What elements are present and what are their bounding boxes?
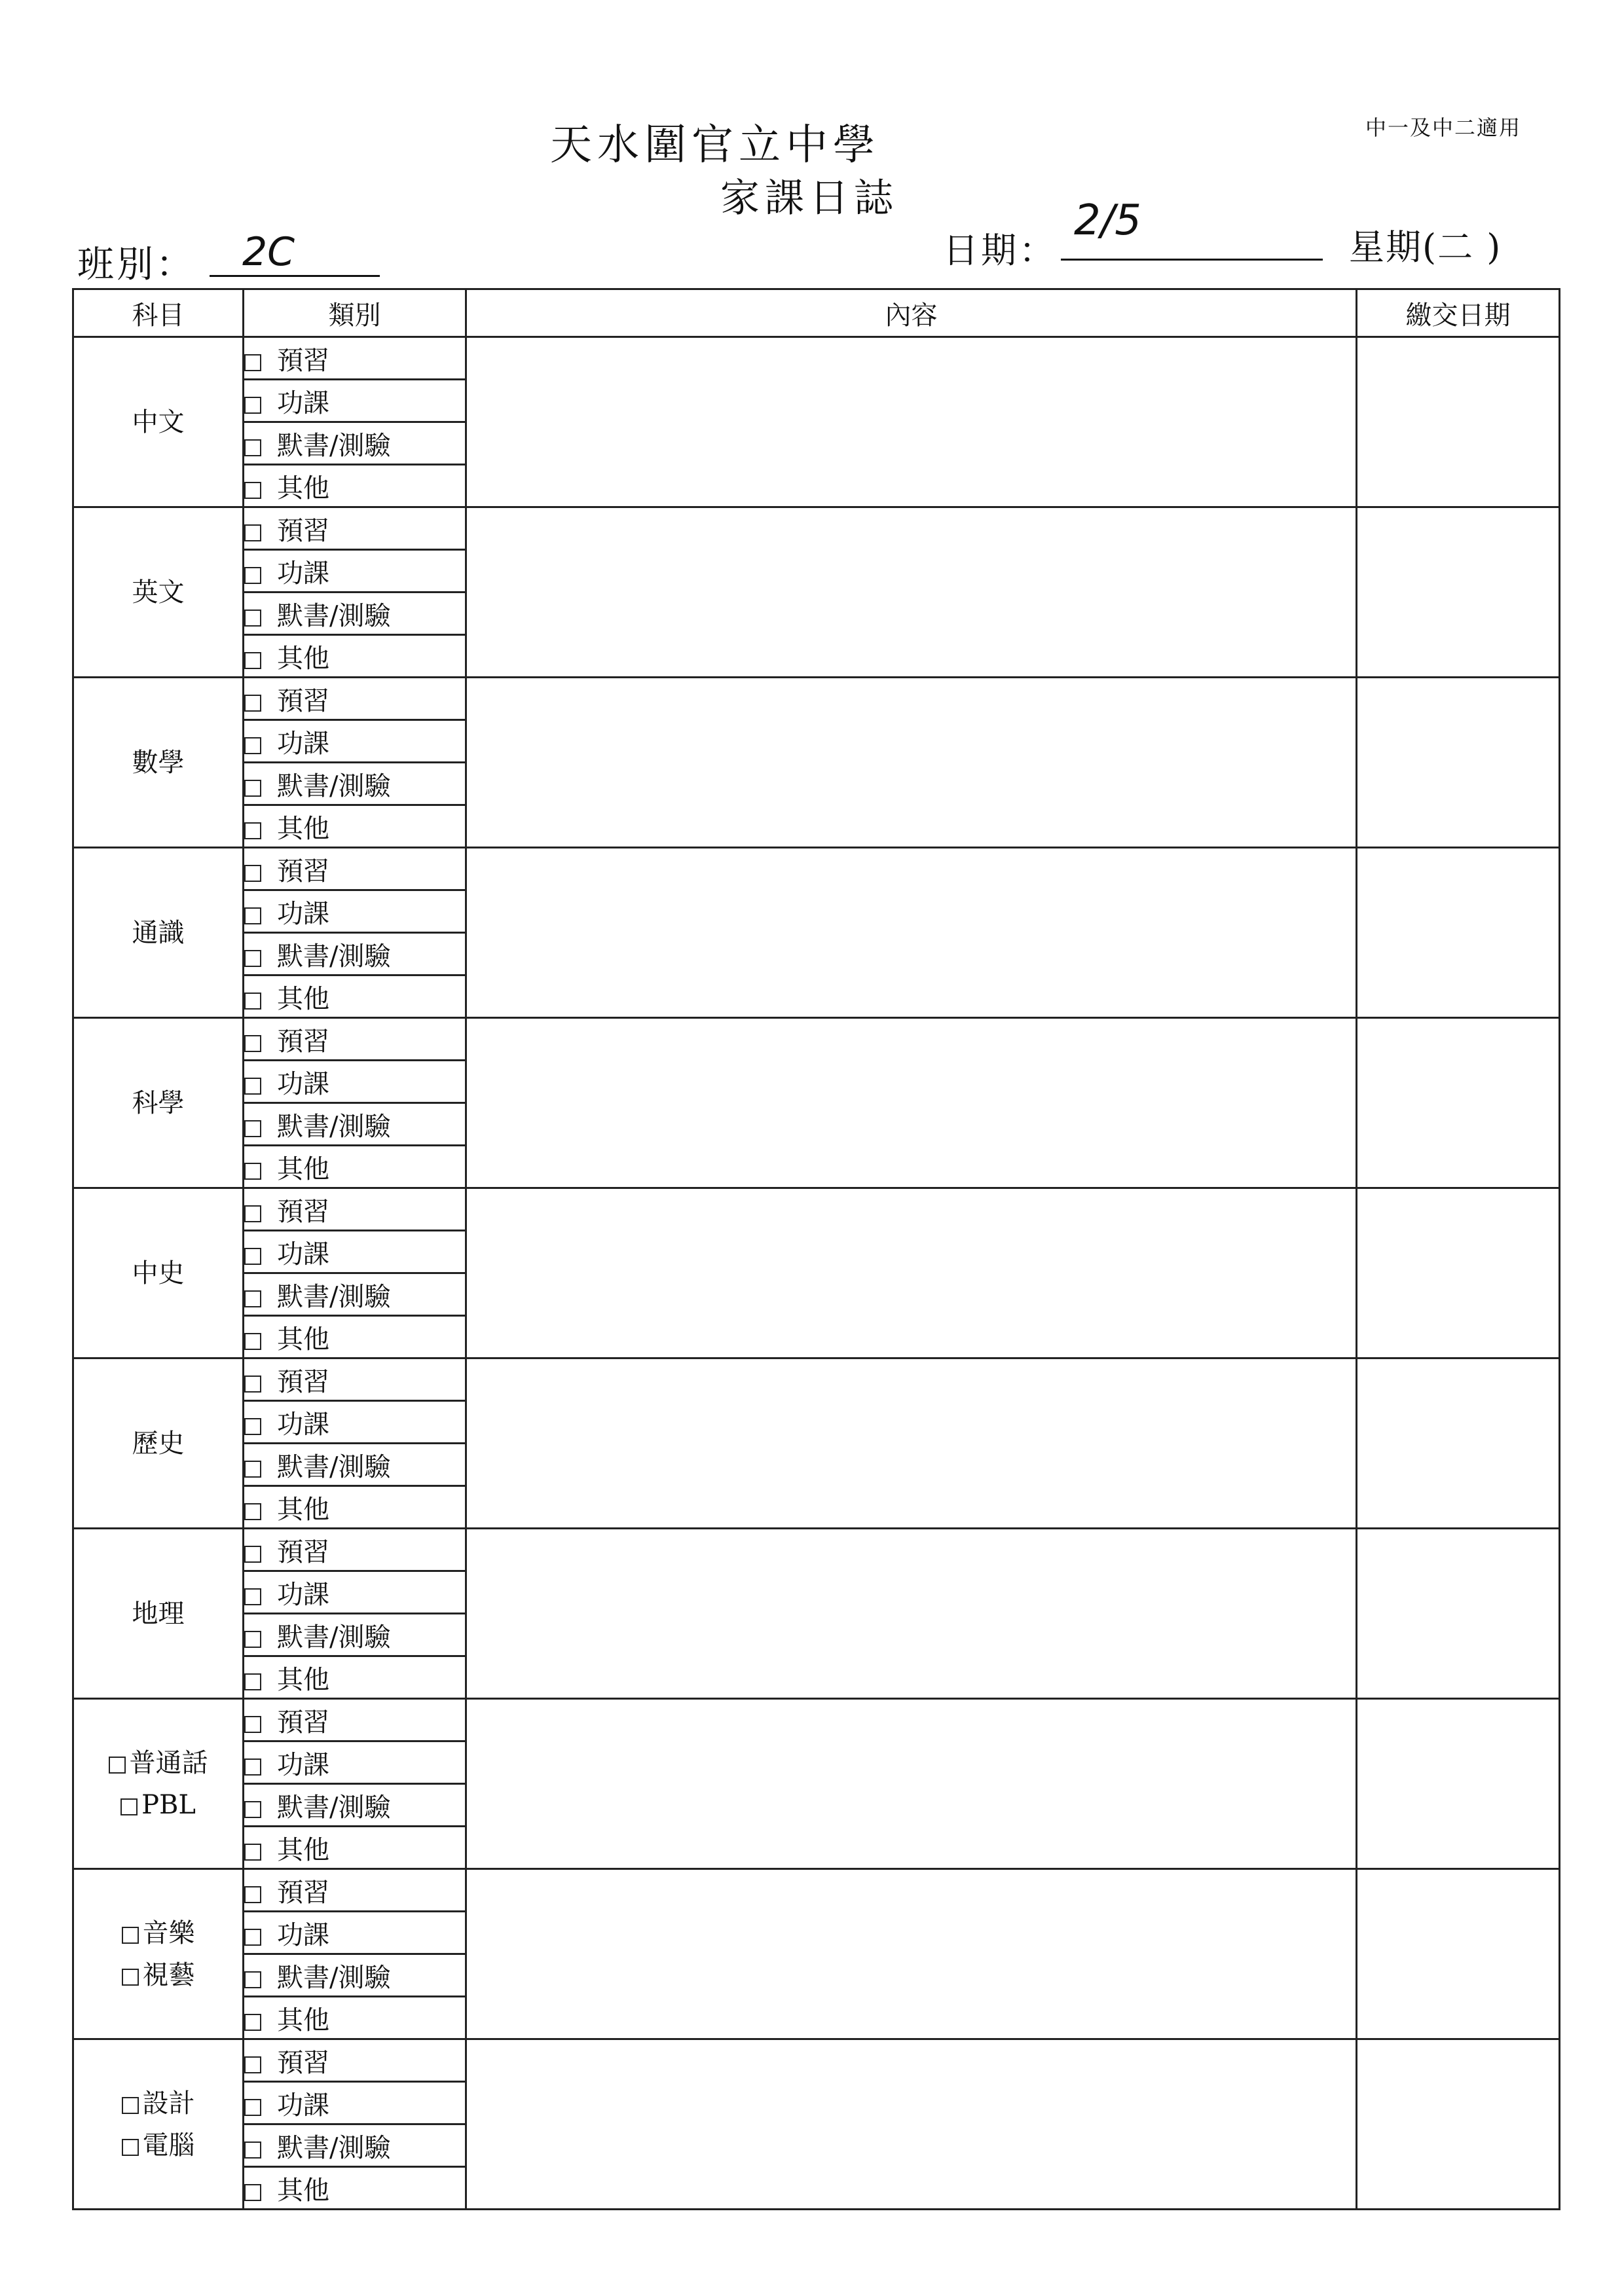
category-cell[interactable]	[244, 1061, 466, 1103]
category-checkbox[interactable]	[244, 1205, 261, 1222]
category-checkbox[interactable]	[244, 1418, 261, 1435]
content-cell[interactable]	[466, 1699, 1357, 1869]
category-label: 其他	[277, 1834, 329, 1865]
date-underline	[1061, 259, 1323, 261]
category-checkbox[interactable]	[244, 950, 261, 967]
subject-line	[74, 912, 242, 954]
subject-line[interactable]	[74, 1954, 242, 1996]
category-label: 功課	[277, 558, 329, 589]
subject-line	[74, 1252, 242, 1294]
content-cell[interactable]	[466, 1869, 1357, 2039]
category-cell[interactable]	[244, 763, 466, 805]
category-checkbox[interactable]	[244, 1886, 261, 1903]
content-cell[interactable]	[466, 507, 1357, 678]
category-label: 默書/測驗	[277, 2132, 391, 2163]
category-cell[interactable]	[244, 1486, 466, 1529]
category-cell[interactable]	[244, 975, 466, 1018]
category-cell[interactable]	[244, 1614, 466, 1656]
content-cell[interactable]	[466, 337, 1357, 507]
category-checkbox[interactable]	[244, 567, 261, 584]
category-cell[interactable]	[244, 1571, 466, 1614]
category-cell[interactable]	[244, 805, 466, 848]
category-cell[interactable]	[244, 1741, 466, 1784]
category-cell[interactable]	[244, 507, 466, 550]
category-label: 預習	[277, 856, 329, 886]
content-cell[interactable]	[466, 1358, 1357, 1529]
category-checkbox[interactable]	[244, 354, 261, 371]
subject-line[interactable]	[74, 1742, 242, 1784]
class-label: 班別：	[77, 244, 195, 286]
category-label: 默書/測驗	[277, 1962, 391, 1993]
content-cell[interactable]	[466, 678, 1357, 848]
table-header-row	[73, 289, 1560, 337]
content-cell[interactable]	[466, 1529, 1357, 1699]
category-label: 其他	[277, 2175, 329, 2206]
category-checkbox[interactable]	[244, 1758, 261, 1776]
category-label: 功課	[277, 1749, 329, 1780]
category-checkbox[interactable]	[244, 524, 261, 541]
content-cell[interactable]	[466, 1018, 1357, 1188]
category-cell[interactable]	[244, 720, 466, 763]
category-cell[interactable]	[244, 550, 466, 592]
category-cell[interactable]	[244, 1954, 466, 1997]
category-cell[interactable]	[244, 1529, 466, 1571]
category-checkbox[interactable]	[244, 1631, 261, 1648]
category-cell[interactable]	[244, 1827, 466, 1869]
category-cell[interactable]	[244, 1444, 466, 1486]
header-content: 內容	[466, 289, 1357, 337]
table-row	[73, 1869, 1560, 1912]
category-label: 默書/測驗	[277, 941, 391, 972]
table-row	[73, 1529, 1560, 1571]
subject-line[interactable]	[74, 1784, 242, 1826]
table-row	[73, 1358, 1560, 1401]
category-checkbox[interactable]	[244, 1673, 261, 1690]
category-label: 其他	[277, 1324, 329, 1355]
content-cell[interactable]	[466, 1188, 1357, 1358]
table-body	[73, 337, 1560, 2210]
category-cell[interactable]	[244, 1358, 466, 1401]
header-category: 類別	[244, 289, 466, 337]
subject-name: 設計	[142, 2088, 195, 2119]
subject-name: 電腦	[142, 2130, 195, 2160]
category-cell[interactable]	[244, 422, 466, 465]
due-date-cell[interactable]	[1357, 337, 1560, 507]
category-checkbox[interactable]	[244, 1078, 261, 1095]
category-checkbox[interactable]	[244, 737, 261, 754]
category-checkbox[interactable]	[244, 1716, 261, 1733]
header-due-date: 繳交日期	[1357, 289, 1560, 337]
table-row	[73, 2039, 1560, 2082]
category-cell[interactable]	[244, 2167, 466, 2210]
class-value[interactable]: 2C	[242, 229, 295, 275]
category-cell[interactable]	[244, 1231, 466, 1273]
category-label: 其他	[277, 473, 329, 503]
weekday-label[interactable]: 星期(二 )	[1349, 227, 1502, 268]
table-row	[73, 1018, 1560, 1061]
category-label: 默書/測驗	[277, 1451, 391, 1482]
category-label: 預習	[277, 1707, 329, 1738]
category-label: 其他	[277, 1154, 329, 1184]
due-date-cell[interactable]	[1357, 1358, 1560, 1529]
subject-name: 中文	[132, 407, 185, 437]
category-cell[interactable]	[244, 1912, 466, 1954]
category-label: 其他	[277, 643, 329, 674]
category-label: 功課	[277, 898, 329, 929]
category-checkbox[interactable]	[244, 1971, 261, 1988]
subject-cell	[73, 1188, 244, 1358]
subject-name: 視藝	[142, 1959, 195, 1990]
category-checkbox[interactable]	[244, 1588, 261, 1605]
category-cell[interactable]	[244, 1018, 466, 1061]
subject-name: 中史	[132, 1258, 185, 1288]
subject-checkbox[interactable]	[122, 2139, 139, 2156]
category-label: 功課	[277, 1579, 329, 1610]
category-cell[interactable]	[244, 2039, 466, 2082]
category-cell[interactable]	[244, 2082, 466, 2124]
subject-name: 通識	[132, 917, 185, 948]
category-label: 其他	[277, 2005, 329, 2035]
subject-line	[74, 1082, 242, 1124]
date-value[interactable]: 2/5	[1074, 196, 1141, 245]
due-date-cell[interactable]	[1357, 1699, 1560, 1869]
subject-name: 科學	[132, 1087, 185, 1118]
subject-checkbox[interactable]	[122, 1927, 139, 1944]
category-cell[interactable]	[244, 890, 466, 933]
category-cell[interactable]	[244, 933, 466, 975]
category-label: 默書/測驗	[277, 1111, 391, 1142]
category-label: 默書/測驗	[277, 1622, 391, 1652]
date-label: 日期：	[943, 230, 1057, 271]
category-label: 功課	[277, 1068, 329, 1099]
category-checkbox[interactable]	[244, 1929, 261, 1946]
usage-note: 中一及中二適用	[1365, 115, 1522, 140]
subject-name: 音樂	[142, 1918, 195, 1948]
category-checkbox[interactable]	[244, 822, 261, 839]
due-date-cell[interactable]	[1357, 848, 1560, 1018]
category-label: 預習	[277, 515, 329, 546]
category-label: 功課	[277, 1920, 329, 1950]
category-cell[interactable]	[244, 1316, 466, 1358]
subject-line[interactable]	[74, 2083, 242, 2124]
table-row	[73, 678, 1560, 720]
category-label: 默書/測驗	[277, 600, 391, 631]
category-label: 預習	[277, 1877, 329, 1908]
category-cell[interactable]	[244, 1273, 466, 1316]
category-checkbox[interactable]	[244, 2099, 261, 2116]
category-checkbox[interactable]	[244, 2014, 261, 2031]
subject-name: 普通話	[129, 1747, 208, 1778]
category-cell[interactable]	[244, 1656, 466, 1699]
subject-name: 地理	[132, 1598, 185, 1629]
category-label: 功課	[277, 388, 329, 418]
category-checkbox[interactable]	[244, 907, 261, 924]
category-label: 其他	[277, 1664, 329, 1695]
due-date-cell[interactable]	[1357, 1869, 1560, 2039]
category-label: 默書/測驗	[277, 1281, 391, 1312]
category-label: 功課	[277, 728, 329, 759]
subject-name: 數學	[132, 747, 185, 778]
table-row	[73, 848, 1560, 890]
subject-line	[74, 1593, 242, 1635]
header-subject: 科目	[73, 289, 244, 337]
category-checkbox[interactable]	[244, 780, 261, 797]
category-checkbox[interactable]	[244, 1248, 261, 1265]
subject-line	[74, 401, 242, 443]
category-checkbox[interactable]	[244, 397, 261, 414]
due-date-cell[interactable]	[1357, 2039, 1560, 2210]
category-checkbox[interactable]	[244, 695, 261, 712]
class-underline	[210, 275, 380, 277]
category-checkbox[interactable]	[244, 439, 261, 456]
category-checkbox[interactable]	[244, 1461, 261, 1478]
table-row	[73, 1699, 1560, 1741]
category-cell[interactable]	[244, 1997, 466, 2039]
category-checkbox[interactable]	[244, 993, 261, 1010]
subject-line[interactable]	[74, 2124, 242, 2166]
category-checkbox[interactable]	[244, 1333, 261, 1350]
table-row	[73, 1188, 1560, 1231]
category-label: 預習	[277, 1026, 329, 1057]
table-row	[73, 337, 1560, 380]
category-checkbox[interactable]	[244, 1844, 261, 1861]
table-row	[73, 507, 1560, 550]
content-cell[interactable]	[466, 848, 1357, 1018]
category-checkbox[interactable]	[244, 865, 261, 882]
subject-cell	[73, 1018, 244, 1188]
category-cell[interactable]	[244, 380, 466, 422]
due-date-cell[interactable]	[1357, 507, 1560, 678]
category-cell[interactable]	[244, 848, 466, 890]
subject-cell	[73, 2039, 244, 2210]
category-checkbox[interactable]	[244, 652, 261, 669]
category-checkbox[interactable]	[244, 1546, 261, 1563]
category-checkbox[interactable]	[244, 482, 261, 499]
category-label: 功課	[277, 1239, 329, 1269]
subject-checkbox[interactable]	[122, 1969, 139, 1986]
category-cell[interactable]	[244, 678, 466, 720]
category-checkbox[interactable]	[244, 610, 261, 627]
category-cell[interactable]	[244, 1869, 466, 1912]
subject-cell	[73, 848, 244, 1018]
category-label: 預習	[277, 1537, 329, 1567]
category-label: 功課	[277, 2090, 329, 2121]
subject-name: 英文	[132, 577, 185, 608]
category-label: 預習	[277, 1366, 329, 1397]
due-date-cell[interactable]	[1357, 1018, 1560, 1188]
category-cell[interactable]	[244, 2124, 466, 2167]
category-label: 預習	[277, 345, 329, 376]
category-checkbox[interactable]	[244, 1120, 261, 1137]
category-cell[interactable]	[244, 1103, 466, 1146]
subject-checkbox[interactable]	[120, 1798, 138, 1815]
subject-cell	[73, 1869, 244, 2039]
category-cell[interactable]	[244, 1188, 466, 1231]
subject-cell	[73, 1529, 244, 1699]
subject-checkbox[interactable]	[109, 1757, 126, 1774]
category-checkbox[interactable]	[244, 1376, 261, 1393]
subject-name: 歷史	[132, 1428, 185, 1459]
category-cell[interactable]	[244, 465, 466, 507]
subject-checkbox[interactable]	[122, 2097, 139, 2114]
subject-cell	[73, 678, 244, 848]
category-cell[interactable]	[244, 1784, 466, 1827]
category-cell[interactable]	[244, 592, 466, 635]
category-cell[interactable]	[244, 635, 466, 678]
subject-cell	[73, 1358, 244, 1529]
category-checkbox[interactable]	[244, 1163, 261, 1180]
category-checkbox[interactable]	[244, 2056, 261, 2073]
subject-cell	[73, 337, 244, 507]
category-checkbox[interactable]	[244, 1290, 261, 1307]
category-label: 默書/測驗	[277, 1792, 391, 1823]
category-label: 預習	[277, 2047, 329, 2078]
subject-name: PBL	[141, 1789, 196, 1820]
category-label: 其他	[277, 1494, 329, 1525]
due-date-cell[interactable]	[1357, 1188, 1560, 1358]
school-name: 天水圍官立中學	[550, 121, 880, 170]
category-label: 默書/測驗	[277, 771, 391, 801]
category-label: 功課	[277, 1409, 329, 1440]
category-cell[interactable]	[244, 1146, 466, 1188]
category-label: 預習	[277, 685, 329, 716]
category-checkbox[interactable]	[244, 2184, 261, 2201]
due-date-cell[interactable]	[1357, 678, 1560, 848]
category-checkbox[interactable]	[244, 1801, 261, 1818]
category-checkbox[interactable]	[244, 1035, 261, 1052]
subject-cell	[73, 507, 244, 678]
category-label: 默書/測驗	[277, 430, 391, 461]
content-cell[interactable]	[466, 2039, 1357, 2210]
category-cell[interactable]	[244, 1401, 466, 1444]
category-checkbox[interactable]	[244, 2141, 261, 2159]
homework-table	[72, 288, 1560, 2210]
category-label: 預習	[277, 1196, 329, 1227]
subject-line[interactable]	[74, 1912, 242, 1954]
category-cell[interactable]	[244, 337, 466, 380]
category-cell[interactable]	[244, 1699, 466, 1741]
category-label: 其他	[277, 983, 329, 1014]
subject-line	[74, 572, 242, 613]
document-title: 家課日誌	[720, 175, 898, 221]
category-label: 其他	[277, 813, 329, 844]
category-checkbox[interactable]	[244, 1503, 261, 1520]
due-date-cell[interactable]	[1357, 1529, 1560, 1699]
subject-line	[74, 1423, 242, 1465]
subject-line	[74, 742, 242, 784]
subject-cell	[73, 1699, 244, 1869]
